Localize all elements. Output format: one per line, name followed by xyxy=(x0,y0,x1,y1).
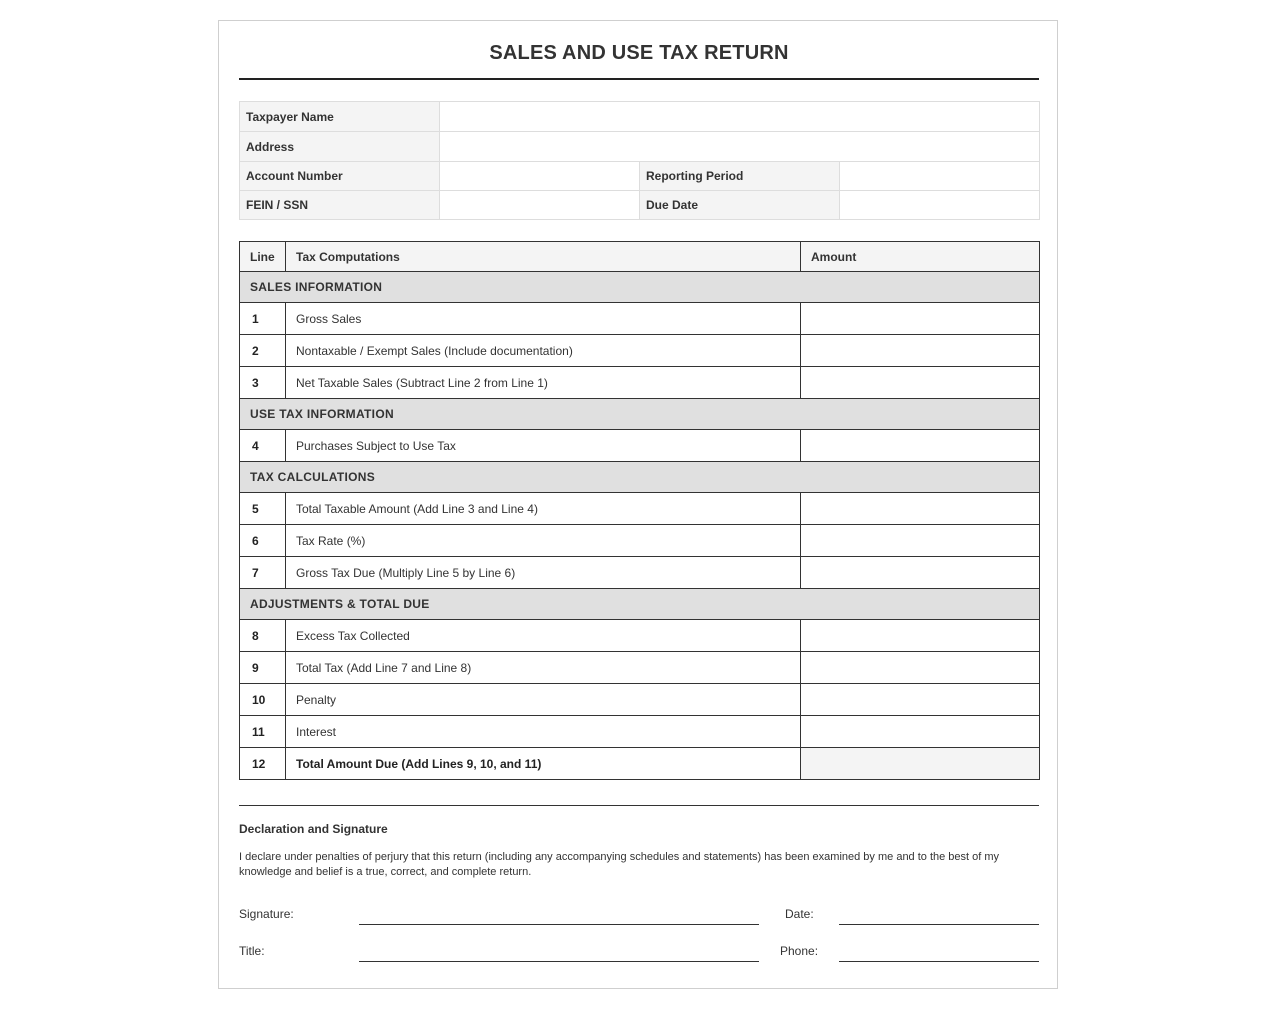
amount-field-line-6[interactable] xyxy=(801,525,1040,557)
signature-label: Signature: xyxy=(239,907,294,921)
date-line[interactable] xyxy=(839,924,1039,925)
line-description: Interest xyxy=(286,716,801,748)
line-number: 4 xyxy=(240,430,286,462)
date-label: Date: xyxy=(785,907,814,921)
account-number-field[interactable] xyxy=(440,162,640,191)
table-row xyxy=(240,367,1040,399)
tax-computation-table xyxy=(239,241,1040,780)
line-number: 1 xyxy=(240,303,286,335)
tax-return-form xyxy=(218,20,1058,989)
address-label: Address xyxy=(240,132,440,162)
line-number: 7 xyxy=(240,557,286,589)
amount-field-line-4[interactable] xyxy=(801,430,1040,462)
amount-field-line-10[interactable] xyxy=(801,684,1040,716)
address-row xyxy=(240,132,1040,162)
line-number: 5 xyxy=(240,493,286,525)
amount-field-line-2[interactable] xyxy=(801,335,1040,367)
section-adjustments-total-due xyxy=(240,589,1040,620)
signature-line[interactable] xyxy=(359,924,759,925)
line-number: 9 xyxy=(240,652,286,684)
line-description: Total Taxable Amount (Add Line 3 and Line 4) xyxy=(286,493,801,525)
line-number: 2 xyxy=(240,335,286,367)
account-number-label: Account Number xyxy=(240,162,440,191)
amount-field-line-1[interactable] xyxy=(801,303,1040,335)
table-header-row xyxy=(240,242,1040,272)
line-number: 8 xyxy=(240,620,286,652)
table-row xyxy=(240,684,1040,716)
section-title: ADJUSTMENTS & TOTAL DUE xyxy=(240,589,1040,620)
due-date-label: Due Date xyxy=(640,191,840,220)
fein-ssn-field[interactable] xyxy=(440,191,640,220)
computations-column-header: Tax Computations xyxy=(286,242,801,272)
fein-ssn-label: FEIN / SSN xyxy=(240,191,440,220)
total-row xyxy=(240,748,1040,780)
amount-field-line-3[interactable] xyxy=(801,367,1040,399)
taxpayer-name-field[interactable] xyxy=(440,102,1040,132)
line-description: Nontaxable / Exempt Sales (Include documentation) xyxy=(286,335,801,367)
line-number: 10 xyxy=(240,684,286,716)
table-row xyxy=(240,430,1040,462)
due-date-field[interactable] xyxy=(840,191,1040,220)
reporting-period-field[interactable] xyxy=(840,162,1040,191)
line-description: Net Taxable Sales (Subtract Line 2 from Line 1) xyxy=(286,367,801,399)
declaration-title: Declaration and Signature xyxy=(239,822,388,836)
table-row xyxy=(240,335,1040,367)
table-row xyxy=(240,620,1040,652)
table-row xyxy=(240,557,1040,589)
taxpayer-name-row xyxy=(240,102,1040,132)
line-description: Total Amount Due (Add Lines 9, 10, and 11) xyxy=(286,748,801,780)
taxpayer-name-label: Taxpayer Name xyxy=(240,102,440,132)
line-column-header: Line xyxy=(240,242,286,272)
line-number: 12 xyxy=(240,748,286,780)
table-row xyxy=(240,493,1040,525)
amount-field-line-9[interactable] xyxy=(801,652,1040,684)
taxpayer-info-grid xyxy=(239,101,1040,220)
phone-label: Phone: xyxy=(780,944,819,958)
amount-column-header: Amount xyxy=(801,242,1040,272)
section-title: USE TAX INFORMATION xyxy=(240,399,1040,430)
line-description: Penalty xyxy=(286,684,801,716)
amount-field-line-12[interactable] xyxy=(801,748,1040,780)
account-row xyxy=(240,162,1040,191)
section-title: SALES INFORMATION xyxy=(240,272,1040,303)
address-field[interactable] xyxy=(440,132,1040,162)
line-description: Gross Sales xyxy=(286,303,801,335)
reporting-period-label: Reporting Period xyxy=(640,162,840,191)
section-tax-calculations xyxy=(240,462,1040,493)
title-divider xyxy=(239,78,1039,80)
line-description: Tax Rate (%) xyxy=(286,525,801,557)
table-row xyxy=(240,303,1040,335)
section-title: TAX CALCULATIONS xyxy=(240,462,1040,493)
form-title: SALES AND USE TAX RETURN xyxy=(489,42,789,64)
line-description: Purchases Subject to Use Tax xyxy=(286,430,801,462)
title-line[interactable] xyxy=(359,961,759,962)
section-sales-information xyxy=(240,272,1040,303)
line-number: 3 xyxy=(240,367,286,399)
line-description: Total Tax (Add Line 7 and Line 8) xyxy=(286,652,801,684)
phone-line[interactable] xyxy=(839,961,1039,962)
amount-field-line-5[interactable] xyxy=(801,493,1040,525)
amount-field-line-7[interactable] xyxy=(801,557,1040,589)
table-row xyxy=(240,652,1040,684)
table-row xyxy=(240,525,1040,557)
line-number: 11 xyxy=(240,716,286,748)
section-use-tax-information xyxy=(240,399,1040,430)
line-description: Excess Tax Collected xyxy=(286,620,801,652)
line-number: 6 xyxy=(240,525,286,557)
line-description: Gross Tax Due (Multiply Line 5 by Line 6) xyxy=(286,557,801,589)
declaration-divider xyxy=(239,805,1039,806)
title-label: Title: xyxy=(239,944,265,958)
table-row xyxy=(240,716,1040,748)
amount-field-line-11[interactable] xyxy=(801,716,1040,748)
declaration-text: I declare under penalties of perjury that this return (including any accompanying schedules and statements) has been examined by me and to the best of my knowledge and belief is a true, correct, and complete return. xyxy=(239,851,1000,878)
amount-field-line-8[interactable] xyxy=(801,620,1040,652)
fein-row xyxy=(240,191,1040,220)
